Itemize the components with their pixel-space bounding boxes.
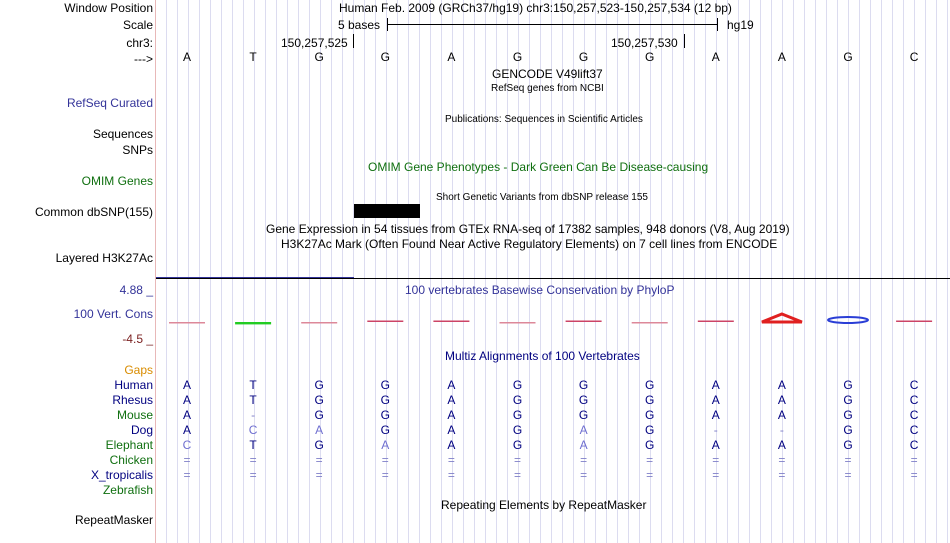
alignment-base: A xyxy=(447,393,456,407)
alignment-base: A xyxy=(182,423,191,437)
h3k27-track-title[interactable]: H3K27Ac Mark (Often Found Near Active Regulatory Elements) on 7 cell lines from ENCODE xyxy=(281,237,778,251)
alignment-base: = xyxy=(183,453,191,467)
grid-line xyxy=(353,0,354,543)
alignment-base: G xyxy=(843,408,853,422)
alignment-base: G xyxy=(380,423,390,437)
grid-line xyxy=(485,0,486,543)
omim-track-title[interactable]: OMIM Gene Phenotypes - Dark Green Can Be Disease-causing xyxy=(368,160,709,174)
grid-line xyxy=(397,0,398,543)
coord-tick-1: 150,257,525 xyxy=(281,36,348,50)
alignment-base: T xyxy=(249,438,257,452)
alignment-base: G xyxy=(380,408,390,422)
refseq-track-title[interactable]: RefSeq genes from NCBI xyxy=(491,83,604,94)
alignment-base: G xyxy=(314,393,324,407)
alignment-base: = xyxy=(249,453,257,467)
alignment-base: G xyxy=(645,393,655,407)
gencode-track-title[interactable]: GENCODE V49lift37 xyxy=(492,67,603,81)
grid-line xyxy=(331,0,332,543)
scale-assembly: hg19 xyxy=(727,18,754,32)
base-letter: G xyxy=(843,50,853,64)
alignment-base: G xyxy=(843,378,853,392)
alignment-base: = xyxy=(513,453,521,467)
alignment-base: - xyxy=(713,423,718,437)
alignment-base: C xyxy=(182,438,192,452)
alignment-base: = xyxy=(315,453,323,467)
species-label[interactable]: Elephant xyxy=(105,438,153,452)
alignment-base: C xyxy=(909,393,919,407)
species-label[interactable]: X_tropicalis xyxy=(90,468,153,482)
window-position-value: Human Feb. 2009 (GRCh37/hg19) chr3:150,257,523-150,257,534 (12 bp) xyxy=(339,1,732,15)
species-label[interactable]: Zebrafish xyxy=(102,483,153,497)
grid-line xyxy=(463,0,464,543)
phylop-bar xyxy=(632,322,668,324)
alignment-base: = xyxy=(580,468,588,482)
alignment-base: = xyxy=(249,468,257,482)
alignment-base: G xyxy=(512,423,523,437)
grid-line xyxy=(221,0,222,543)
multiz-track-title[interactable]: Multiz Alignments of 100 Vertebrates xyxy=(445,349,640,363)
phylop-bar xyxy=(698,321,734,323)
grid-line xyxy=(287,0,288,543)
alignment-base: G xyxy=(314,438,324,452)
repeatmasker-track-label[interactable]: RepeatMasker xyxy=(74,513,153,527)
grid-line xyxy=(859,0,860,543)
alignment-base: C xyxy=(909,438,919,452)
grid-line xyxy=(793,0,794,543)
base-letter: A xyxy=(711,50,720,64)
alignment-base: G xyxy=(512,438,523,452)
species-label[interactable]: Rhesus xyxy=(112,393,153,407)
dbsnp-track-label[interactable]: Common dbSNP(155) xyxy=(34,205,153,219)
snps-label[interactable]: SNPs xyxy=(122,143,153,157)
alignment-base: - xyxy=(779,423,784,437)
alignment-base: A xyxy=(777,378,786,392)
alignment-base: = xyxy=(712,468,720,482)
species-label[interactable]: Dog xyxy=(130,423,153,437)
grid-line xyxy=(694,0,695,543)
grid-line xyxy=(606,0,607,543)
label-separator xyxy=(155,0,156,543)
gaps-label: Gaps xyxy=(124,363,153,377)
phylop-bar xyxy=(301,322,337,324)
alignment-base: G xyxy=(645,438,655,452)
alignment-base: T xyxy=(249,378,257,392)
alignment-base: G xyxy=(578,408,589,422)
coord-tick-1-mark xyxy=(353,34,354,48)
alignment-base: = xyxy=(646,453,654,467)
grid-line xyxy=(661,0,662,543)
alignment-base: = xyxy=(778,468,786,482)
alignment-base: G xyxy=(314,408,324,422)
grid-line xyxy=(342,0,343,543)
alignment-base: A xyxy=(777,438,786,452)
repeatmasker-track-title[interactable]: Repeating Elements by RepeatMasker xyxy=(441,498,647,512)
grid-line xyxy=(430,0,431,543)
phylop-bar xyxy=(433,321,469,323)
alignment-base: A xyxy=(447,378,456,392)
alignment-base: A xyxy=(579,438,588,452)
grid-line xyxy=(892,0,893,543)
base-letter: G xyxy=(380,50,390,64)
grid-line xyxy=(474,0,475,543)
alignment-base: A xyxy=(182,408,191,422)
gtex-track-title[interactable]: Gene Expression in 54 tissues from GTEx RNA-seq of 17382 samples, 948 donors (V8, Aug 2019) xyxy=(266,222,790,236)
alignment-base: G xyxy=(645,378,655,392)
phylop-bar xyxy=(169,322,205,324)
strand-label: ---> xyxy=(134,52,153,66)
alignment-base: A xyxy=(711,378,720,392)
base-letter: A xyxy=(182,50,191,64)
alignment-base: G xyxy=(578,393,589,407)
species-label[interactable]: Mouse xyxy=(116,408,153,422)
grid-line xyxy=(683,0,684,543)
alignment-base: A xyxy=(182,378,191,392)
grid-line xyxy=(265,0,266,543)
alignment-base: = xyxy=(381,468,389,482)
omim-track-label[interactable]: OMIM Genes xyxy=(81,174,153,188)
base-letter: G xyxy=(314,50,324,64)
alignment-base: C xyxy=(909,378,919,392)
alignment-base: G xyxy=(512,408,523,422)
scale-text: 5 bases xyxy=(338,18,381,32)
alignment-base: A xyxy=(381,438,390,452)
grid-line xyxy=(276,0,277,543)
alignment-base: A xyxy=(182,393,191,407)
alignment-base: A xyxy=(579,423,588,437)
grid-line xyxy=(749,0,750,543)
grid-line xyxy=(760,0,761,543)
grid-line xyxy=(727,0,728,543)
alignment-base: - xyxy=(251,408,256,422)
alignment-base: = xyxy=(844,468,852,482)
alignment-base: G xyxy=(512,378,523,392)
cons-track-label[interactable]: 100 Vert. Cons xyxy=(73,307,153,321)
alignment-base: C xyxy=(909,423,919,437)
alignment-base: G xyxy=(843,438,853,452)
grid-line xyxy=(815,0,816,543)
alignment-base: A xyxy=(447,408,456,422)
phylop-bar xyxy=(235,322,271,324)
grid-line xyxy=(617,0,618,543)
alignment-base: = xyxy=(712,453,720,467)
alignment-base: A xyxy=(777,393,786,407)
alignment-base: G xyxy=(843,393,853,407)
grid-line xyxy=(925,0,926,543)
phylop-min-label: -4.5 _ xyxy=(122,332,153,346)
alignment-base: = xyxy=(646,468,654,482)
h3k27-signal xyxy=(156,277,354,278)
alignment-base: A xyxy=(777,408,786,422)
alignment-base: = xyxy=(381,453,389,467)
publications-track-title[interactable]: Publications: Sequences in Scientific Articles xyxy=(445,114,643,125)
alignment-base: A xyxy=(447,423,456,437)
alignment-base: = xyxy=(183,468,191,482)
alignment-base: A xyxy=(315,423,324,437)
coord-tick-2: 150,257,530 xyxy=(611,36,678,50)
alignment-base: G xyxy=(314,378,324,392)
alignment-base: = xyxy=(447,453,455,467)
grid-line xyxy=(210,0,211,543)
phylop-bar xyxy=(896,321,932,323)
grid-line xyxy=(364,0,365,543)
base-letter: A xyxy=(777,50,786,64)
alignment-base: G xyxy=(645,408,655,422)
alignment-base: G xyxy=(380,378,390,392)
chrom-label: chr3: xyxy=(126,36,153,50)
phylop-bar xyxy=(500,322,536,324)
dbsnp-variant-block[interactable] xyxy=(354,204,420,218)
base-letter: G xyxy=(512,50,523,64)
alignment-base: = xyxy=(910,453,918,467)
alignment-base: G xyxy=(578,378,589,392)
alignment-base: = xyxy=(315,468,323,482)
alignment-base: C xyxy=(909,408,919,422)
alignment-base: = xyxy=(778,453,786,467)
grid-line xyxy=(738,0,739,543)
scale-label: Scale xyxy=(122,18,153,32)
alignment-base: G xyxy=(512,393,523,407)
refseq-track-label[interactable]: RefSeq Curated xyxy=(66,96,153,110)
alignment-base: = xyxy=(910,468,918,482)
alignment-base: = xyxy=(447,468,455,482)
alignment-base: C xyxy=(248,423,258,437)
phylop-bar xyxy=(367,321,403,323)
base-letter: G xyxy=(578,50,589,64)
grid-line xyxy=(936,0,937,543)
species-label[interactable]: Human xyxy=(114,378,153,392)
alignment-base: A xyxy=(711,408,720,422)
phylop-bar xyxy=(762,314,802,322)
base-letter: C xyxy=(909,50,919,64)
alignment-base: = xyxy=(513,468,521,482)
sequences-label[interactable]: Sequences xyxy=(92,127,153,141)
alignment-base: = xyxy=(580,453,588,467)
base-letter: T xyxy=(249,50,257,64)
phylop-max-label: 4.88 _ xyxy=(119,283,153,297)
grid-line xyxy=(804,0,805,543)
grid-line xyxy=(628,0,629,543)
phylop-track-title[interactable]: 100 vertebrates Basewise Conservation by PhyloP xyxy=(405,283,675,297)
base-letter: G xyxy=(645,50,655,64)
alignment-base: A xyxy=(711,438,720,452)
alignment-base: G xyxy=(843,423,853,437)
grid-line xyxy=(166,0,167,543)
scale-bar xyxy=(387,18,718,32)
grid-line xyxy=(947,0,948,543)
grid-line xyxy=(232,0,233,543)
grid-line xyxy=(672,0,673,543)
coord-tick-2-mark xyxy=(684,34,685,48)
grid-line xyxy=(870,0,871,543)
phylop-bar xyxy=(566,321,602,323)
h3k27-track-label[interactable]: Layered H3K27Ac xyxy=(55,251,153,265)
grid-line xyxy=(881,0,882,543)
alignment-base: G xyxy=(380,393,390,407)
phylop-bar xyxy=(828,317,868,323)
alignment-base: A xyxy=(711,393,720,407)
grid-line xyxy=(298,0,299,543)
phylop-conservation-plot xyxy=(156,300,950,340)
grid-line xyxy=(419,0,420,543)
grid-line xyxy=(408,0,409,543)
grid-line xyxy=(826,0,827,543)
alignment-base: = xyxy=(844,453,852,467)
window-position-label: Window Position xyxy=(64,1,153,15)
base-letter: A xyxy=(447,50,456,64)
dbsnp-track-title[interactable]: Short Genetic Variants from dbSNP release 155 xyxy=(436,192,648,203)
species-label[interactable]: Chicken xyxy=(109,453,153,467)
alignment-base: T xyxy=(249,393,257,407)
h3k27-baseline xyxy=(156,278,950,279)
alignment-base: G xyxy=(645,423,655,437)
alignment-base: A xyxy=(447,438,456,452)
grid-line xyxy=(199,0,200,543)
